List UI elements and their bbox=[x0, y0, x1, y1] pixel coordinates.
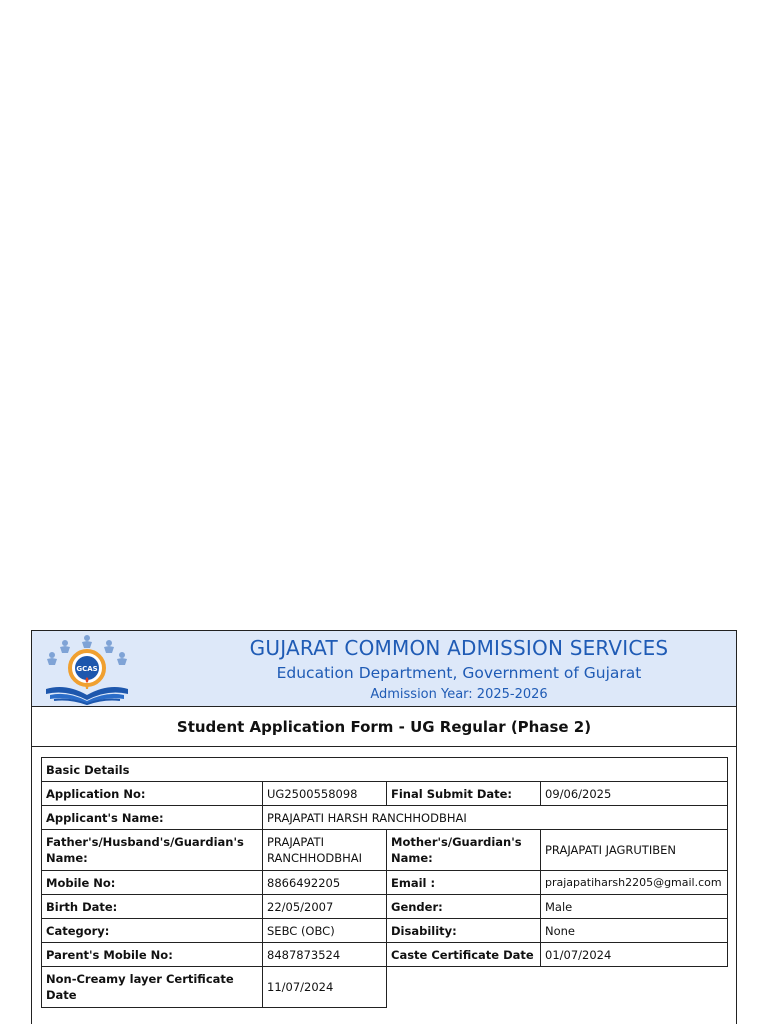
table-row bbox=[42, 919, 728, 943]
value-category: SEBC (OBC) bbox=[263, 919, 387, 943]
gcas-logo bbox=[40, 633, 134, 705]
value-applicant-name: PRAJAPATI HARSH RANCHHODBHAI bbox=[263, 806, 728, 830]
value-caste-certificate-date: 01/07/2024 bbox=[541, 943, 728, 967]
value-disability: None bbox=[541, 919, 728, 943]
label-birth-date: Birth Date: bbox=[42, 895, 263, 919]
label-application-no: Application No: bbox=[42, 782, 263, 806]
table-row bbox=[42, 806, 728, 830]
table-row bbox=[42, 967, 728, 1008]
label-non-creamy-date: Non-Creamy layer Certificate Date bbox=[42, 967, 263, 1008]
header-admission-year: Admission Year: 2025-2026 bbox=[370, 687, 548, 702]
value-non-creamy-date: 11/07/2024 bbox=[263, 967, 387, 1008]
label-parent-mobile: Parent's Mobile No: bbox=[42, 943, 263, 967]
value-mobile-no: 8866492205 bbox=[263, 871, 387, 895]
empty-cell bbox=[387, 967, 728, 1008]
label-caste-certificate-date: Caste Certificate Date bbox=[387, 943, 541, 967]
header-department: Education Department, Government of Gujarat bbox=[276, 664, 642, 682]
basic-details-table bbox=[41, 757, 728, 1008]
header-banner bbox=[32, 631, 736, 707]
value-mother-name: PRAJAPATI JAGRUTIBEN bbox=[541, 830, 728, 871]
section-title: Basic Details bbox=[42, 758, 728, 782]
table-row bbox=[42, 871, 728, 895]
value-father-name: PRAJAPATI RANCHHODBHAI bbox=[263, 830, 387, 871]
value-email: prajapatiharsh2205@gmail.com bbox=[541, 871, 728, 895]
table-row bbox=[42, 943, 728, 967]
value-birth-date: 22/05/2007 bbox=[263, 895, 387, 919]
label-email: Email : bbox=[387, 871, 541, 895]
svg-text:GCAS: GCAS bbox=[76, 665, 98, 673]
form-title: Student Application Form - UG Regular (Phase 2) bbox=[32, 707, 736, 747]
label-applicant-name: Applicant's Name: bbox=[42, 806, 263, 830]
label-gender: Gender: bbox=[387, 895, 541, 919]
table-row bbox=[42, 830, 728, 871]
application-form bbox=[31, 630, 737, 1024]
label-mother-name: Mother's/Guardian's Name: bbox=[387, 830, 541, 871]
table-row bbox=[42, 895, 728, 919]
label-disability: Disability: bbox=[387, 919, 541, 943]
header-title: GUJARAT COMMON ADMISSION SERVICES bbox=[249, 636, 669, 660]
value-gender: Male bbox=[541, 895, 728, 919]
label-category: Category: bbox=[42, 919, 263, 943]
value-parent-mobile: 8487873524 bbox=[263, 943, 387, 967]
label-mobile-no: Mobile No: bbox=[42, 871, 263, 895]
value-application-no: UG2500558098 bbox=[263, 782, 387, 806]
table-row bbox=[42, 782, 728, 806]
table-row bbox=[42, 758, 728, 782]
value-final-submit-date: 09/06/2025 bbox=[541, 782, 728, 806]
label-father-name: Father's/Husband's/Guardian's Name: bbox=[42, 830, 263, 871]
label-final-submit-date: Final Submit Date: bbox=[387, 782, 541, 806]
